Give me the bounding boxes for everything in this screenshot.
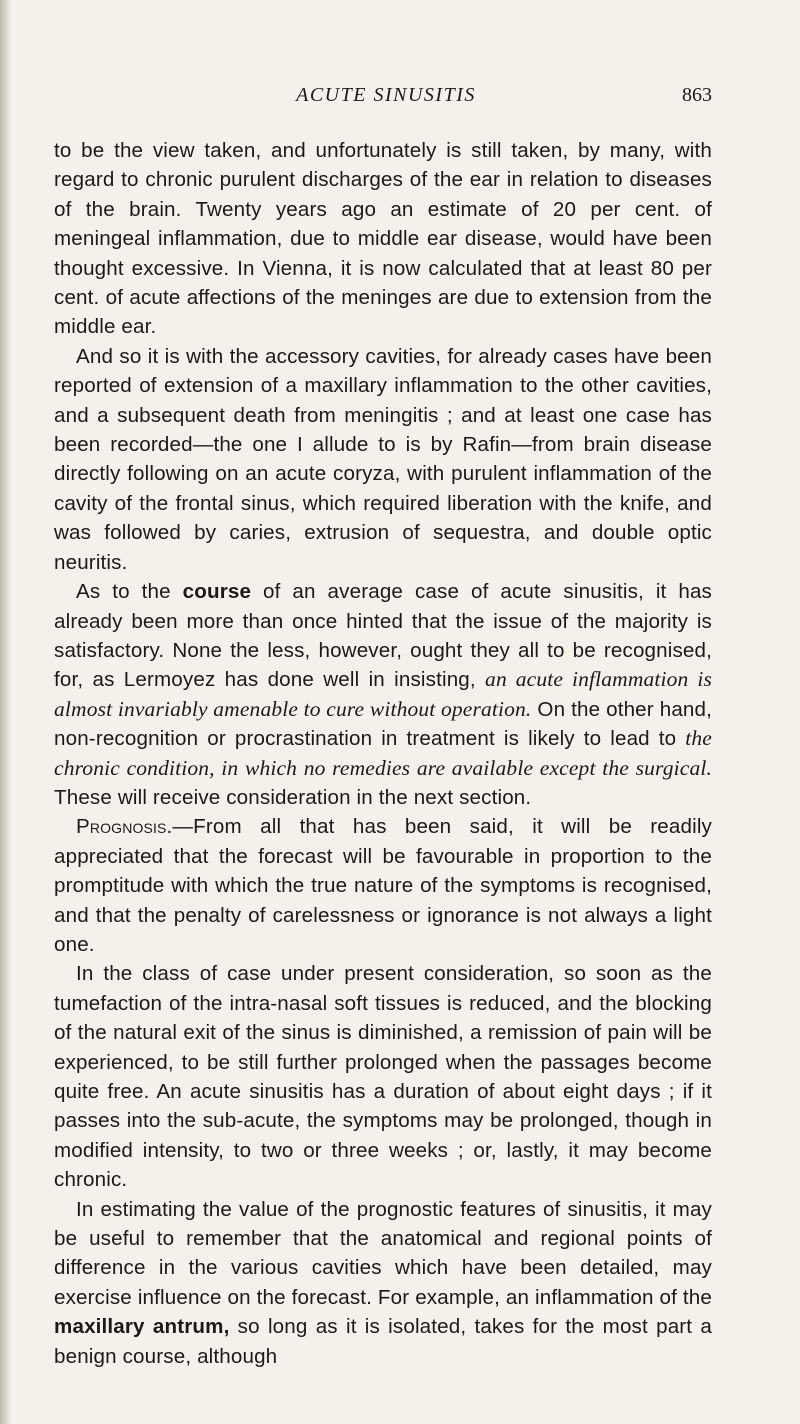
body-text bbox=[54, 136, 712, 1371]
paragraph-2: And so it is with the accessory cavities, for already cases have been reported of extension of a maxillary inflammation to the other cavities, and a subsequent death from meningitis ; and at least one case has been recorded—the one I allude to is by Rafin—from brain disease directly following on an acute coryza, with purulent inflammation of the cavity of the frontal sinus, which required liberation with the knife, and was followed by caries, extrusion of sequestra, and double optic neuritis. bbox=[54, 344, 712, 574]
paragraph-3-text-2: of an average case of acute sinusitis, it has already been more than once hinted that the issue of the majority is satisfactory. None the less, however, ought they all to be recognised, for, as Lermoyez has done well in insisting, bbox=[54, 580, 712, 692]
paragraph-3-text-3: On the other hand, non-recognition or procrastination in treatment is likely to lead to bbox=[54, 697, 713, 751]
paragraph-1: to be the view taken, and unfortunately is still taken, by many, with regard to chronic purulent discharges of the ear in relation to diseases of the brain. Twenty years ago an estimate of 20 per cent. of meningeal inflammation, due to middle ear disease, would have been thought excessive. In Vienna, it is now calculated that at least 80 per cent. of acute affections of the meninges are due to extension from the middle ear. bbox=[54, 139, 712, 339]
course-term: course bbox=[182, 580, 252, 604]
page-number: 863 bbox=[682, 84, 712, 106]
lermoyez-quote: an acute inflammation is almost invariably amenable to cure without operation. bbox=[54, 667, 712, 721]
paragraph-4-text: —From all that has been said, it will be readily appreciated that the forecast will be favourable in proportion to the promptitude with which the true nature of the symptoms is recognised, and that the penalty of carelessness or ignorance is not always a light one. bbox=[54, 815, 712, 956]
chronic-condition-phrase: the chronic condition, in which no remedies are available except the surgical. bbox=[54, 726, 712, 780]
paragraph-6 bbox=[54, 1195, 712, 1371]
paragraph-3-text-4: These will receive consideration in the next section. bbox=[54, 785, 532, 809]
page-header bbox=[60, 84, 712, 114]
paragraph-3-text-1: As to the bbox=[76, 580, 183, 604]
prognosis-heading: Prognosis. bbox=[76, 815, 173, 839]
paragraph-6-text-2: so long as it is isolated, takes for the most part a benign course, although bbox=[54, 1315, 713, 1368]
paragraph-4 bbox=[54, 812, 712, 959]
paragraph-3 bbox=[54, 577, 712, 812]
paragraph-5: In the class of case under present consideration, so soon as the tumefaction of the intra-nasal soft tissues is reduced, and the blocking of the natural exit of the sinus is diminished, a remission of pain will be experienced, to be still further prolonged when the passages become quite free. An acute sinusitis has a duration of about eight days ; if it passes into the sub-acute, the symptoms may be prolonged, though in modified intensity, to two or three weeks ; or, lastly, it may become chronic. bbox=[54, 962, 712, 1192]
page-edge-shadow bbox=[0, 0, 12, 1424]
maxillary-antrum-term: maxillary antrum, bbox=[54, 1315, 230, 1339]
paragraph-6-text-1: In estimating the value of the prognostic features of sinusitis, it may be useful to remember that the anatomical and regional points of difference in the various cavities which have been detailed, may exercise influence on the forecast. For example, an inflammation of the bbox=[54, 1197, 712, 1309]
running-title: ACUTE SINUSITIS bbox=[296, 84, 476, 106]
